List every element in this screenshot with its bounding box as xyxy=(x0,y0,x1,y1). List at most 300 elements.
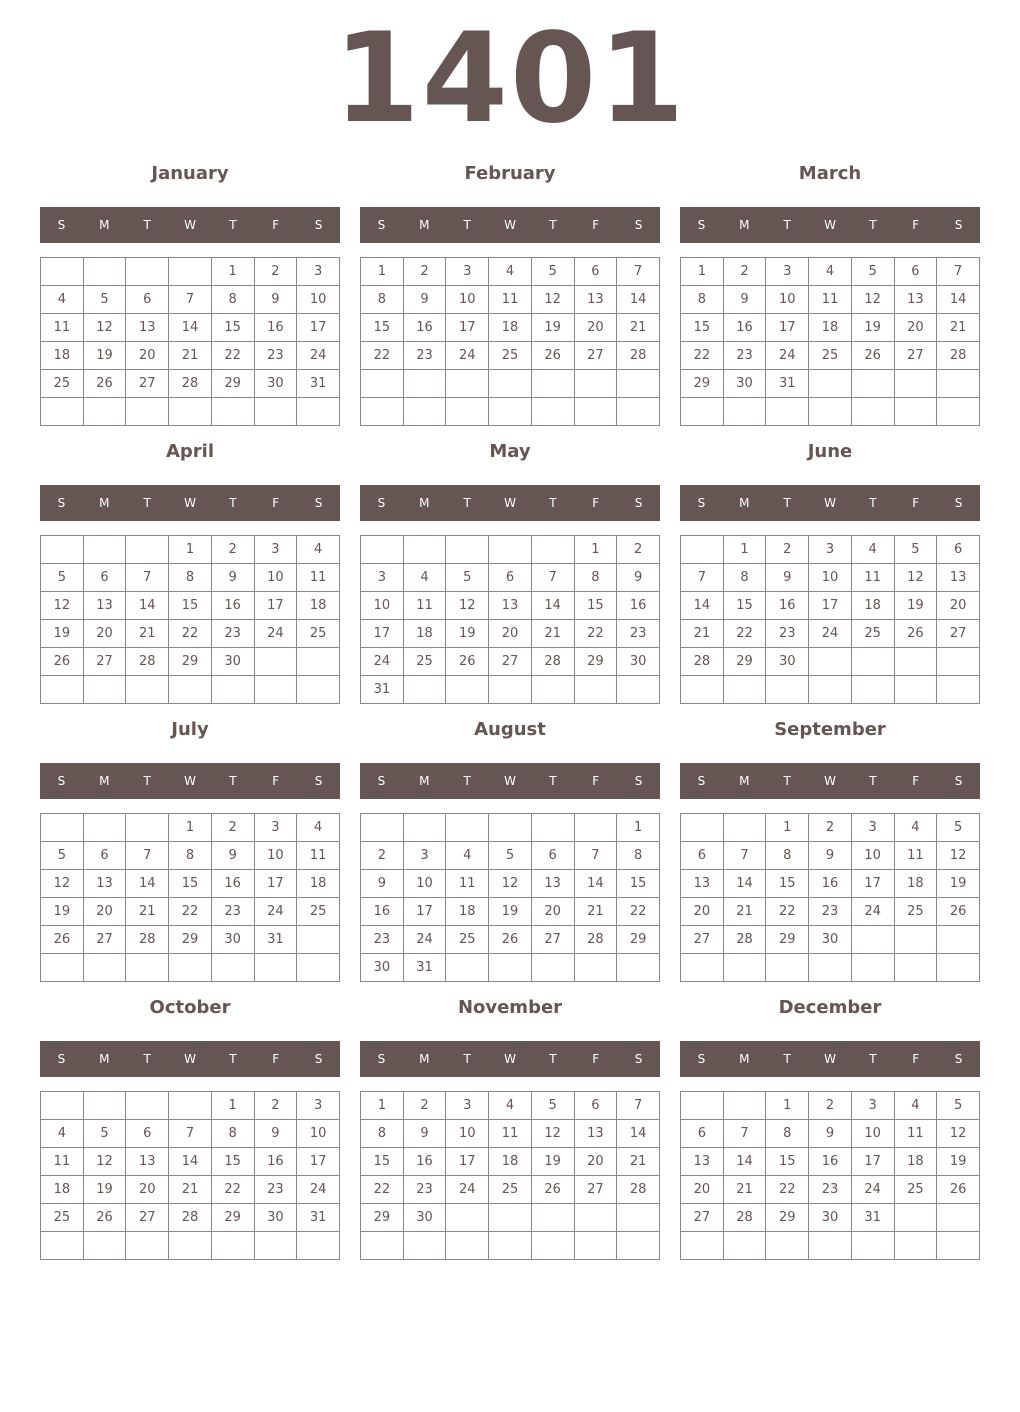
day-cell: 25 xyxy=(894,1176,937,1204)
day-cell: 8 xyxy=(211,1120,254,1148)
weekday-label: F xyxy=(912,774,920,788)
day-cell xyxy=(766,954,809,982)
weekday-label: T xyxy=(143,496,151,510)
day-cell: 3 xyxy=(361,564,404,592)
day-cell xyxy=(851,676,894,704)
weekday-label: S xyxy=(57,496,66,510)
day-cell xyxy=(894,370,937,398)
weekday-label: M xyxy=(99,774,110,788)
day-cell: 30 xyxy=(211,648,254,676)
day-cell: 6 xyxy=(574,1092,617,1120)
day-cell: 10 xyxy=(297,1120,340,1148)
day-cell: 23 xyxy=(617,620,660,648)
day-cell: 12 xyxy=(489,870,532,898)
month-name: October xyxy=(149,997,231,1018)
weekday-label: W xyxy=(184,218,196,232)
day-cell: 1 xyxy=(211,258,254,286)
weekday-label: S xyxy=(634,496,643,510)
week-row xyxy=(681,370,980,398)
day-cell xyxy=(211,1232,254,1260)
day-cell: 27 xyxy=(83,648,126,676)
week-row xyxy=(681,1232,980,1260)
day-cell: 7 xyxy=(681,564,724,592)
day-cell xyxy=(617,676,660,704)
week-row xyxy=(41,954,340,982)
day-cell: 3 xyxy=(297,1092,340,1120)
day-cell: 19 xyxy=(41,620,84,648)
day-cell xyxy=(83,398,126,426)
day-cell: 2 xyxy=(403,258,446,286)
week-row xyxy=(681,676,980,704)
week-row xyxy=(681,648,980,676)
day-cell: 18 xyxy=(489,314,532,342)
weekday-header xyxy=(360,207,660,243)
day-cell: 16 xyxy=(254,1148,297,1176)
day-cell: 10 xyxy=(254,842,297,870)
day-cell: 24 xyxy=(254,620,297,648)
day-cell xyxy=(617,1232,660,1260)
month-name: December xyxy=(778,997,882,1018)
day-cell: 14 xyxy=(126,870,169,898)
day-grid xyxy=(360,1091,660,1260)
day-cell: 24 xyxy=(851,898,894,926)
day-cell: 27 xyxy=(574,342,617,370)
day-cell: 1 xyxy=(361,1092,404,1120)
week-row xyxy=(681,814,980,842)
week-row xyxy=(681,870,980,898)
day-cell xyxy=(83,676,126,704)
day-cell: 2 xyxy=(361,842,404,870)
day-cell: 22 xyxy=(723,620,766,648)
day-cell: 14 xyxy=(937,286,980,314)
day-cell: 21 xyxy=(937,314,980,342)
weekday-label: W xyxy=(824,1052,836,1066)
day-cell: 1 xyxy=(361,258,404,286)
day-cell: 29 xyxy=(169,926,212,954)
day-cell: 26 xyxy=(937,898,980,926)
weekday-label: S xyxy=(697,218,706,232)
day-cell: 22 xyxy=(211,342,254,370)
day-cell: 21 xyxy=(574,898,617,926)
week-row xyxy=(361,1204,660,1232)
day-cell: 16 xyxy=(809,1148,852,1176)
day-cell: 27 xyxy=(126,370,169,398)
day-cell xyxy=(574,954,617,982)
day-cell: 13 xyxy=(937,564,980,592)
day-cell: 7 xyxy=(126,564,169,592)
day-cell xyxy=(83,814,126,842)
day-cell: 22 xyxy=(169,898,212,926)
day-cell: 25 xyxy=(41,1204,84,1232)
day-cell xyxy=(894,1204,937,1232)
week-row xyxy=(41,814,340,842)
day-cell: 22 xyxy=(766,1176,809,1204)
day-cell: 12 xyxy=(83,314,126,342)
day-cell: 27 xyxy=(574,1176,617,1204)
day-cell: 28 xyxy=(169,370,212,398)
day-cell: 8 xyxy=(211,286,254,314)
day-cell: 15 xyxy=(681,314,724,342)
weekday-label: F xyxy=(272,218,280,232)
day-cell: 28 xyxy=(126,648,169,676)
day-cell: 17 xyxy=(851,1148,894,1176)
weekday-label: S xyxy=(954,1052,963,1066)
day-cell: 13 xyxy=(531,870,574,898)
day-cell: 25 xyxy=(894,898,937,926)
day-cell: 17 xyxy=(254,870,297,898)
week-row xyxy=(361,1092,660,1120)
day-cell: 18 xyxy=(41,342,84,370)
weekday-label: F xyxy=(592,774,600,788)
day-cell: 1 xyxy=(169,536,212,564)
day-cell: 2 xyxy=(617,536,660,564)
day-cell: 10 xyxy=(766,286,809,314)
weekday-label: T xyxy=(783,1052,791,1066)
week-row xyxy=(361,286,660,314)
day-cell: 2 xyxy=(254,258,297,286)
day-cell: 5 xyxy=(446,564,489,592)
day-cell: 26 xyxy=(446,648,489,676)
day-cell: 8 xyxy=(766,1120,809,1148)
weekday-label: M xyxy=(419,218,430,232)
day-cell: 14 xyxy=(681,592,724,620)
day-cell: 24 xyxy=(851,1176,894,1204)
day-cell xyxy=(723,1232,766,1260)
day-cell xyxy=(681,814,724,842)
day-cell: 17 xyxy=(297,314,340,342)
weekday-label: M xyxy=(99,1052,110,1066)
day-cell xyxy=(169,954,212,982)
day-cell xyxy=(211,676,254,704)
weekday-header xyxy=(40,1041,340,1077)
day-cell xyxy=(446,814,489,842)
weekday-label: M xyxy=(99,218,110,232)
day-cell: 27 xyxy=(681,926,724,954)
day-cell xyxy=(41,1092,84,1120)
day-cell: 28 xyxy=(681,648,724,676)
day-cell: 18 xyxy=(894,1148,937,1176)
day-cell: 29 xyxy=(766,1204,809,1232)
day-cell: 10 xyxy=(446,1120,489,1148)
day-cell: 1 xyxy=(723,536,766,564)
week-row xyxy=(361,620,660,648)
day-cell xyxy=(361,398,404,426)
week-row xyxy=(41,1148,340,1176)
day-cell: 16 xyxy=(254,314,297,342)
weekday-label: S xyxy=(697,774,706,788)
day-cell: 30 xyxy=(403,1204,446,1232)
day-cell: 19 xyxy=(937,1148,980,1176)
day-cell: 23 xyxy=(254,1176,297,1204)
day-cell: 29 xyxy=(617,926,660,954)
day-cell: 15 xyxy=(169,592,212,620)
day-cell: 16 xyxy=(617,592,660,620)
weekday-header xyxy=(680,1041,980,1077)
day-cell: 19 xyxy=(531,1148,574,1176)
day-cell: 24 xyxy=(254,898,297,926)
week-row xyxy=(681,1092,980,1120)
day-cell: 5 xyxy=(531,258,574,286)
day-cell: 26 xyxy=(489,926,532,954)
weekday-label: S xyxy=(377,774,386,788)
day-cell: 6 xyxy=(126,1120,169,1148)
day-cell: 14 xyxy=(617,1120,660,1148)
weekday-label: T xyxy=(229,218,237,232)
day-cell: 20 xyxy=(894,314,937,342)
weekday-label: W xyxy=(824,218,836,232)
day-cell: 11 xyxy=(297,842,340,870)
day-cell: 30 xyxy=(809,1204,852,1232)
week-row xyxy=(41,314,340,342)
day-cell: 21 xyxy=(169,1176,212,1204)
weekday-label: S xyxy=(314,496,323,510)
day-cell: 18 xyxy=(297,592,340,620)
day-cell: 3 xyxy=(403,842,446,870)
day-cell xyxy=(531,1204,574,1232)
day-cell: 26 xyxy=(531,1176,574,1204)
day-cell: 27 xyxy=(531,926,574,954)
day-cell: 3 xyxy=(446,1092,489,1120)
day-cell: 6 xyxy=(531,842,574,870)
day-cell xyxy=(254,676,297,704)
weekday-label: F xyxy=(592,218,600,232)
day-cell: 19 xyxy=(531,314,574,342)
day-grid xyxy=(680,257,980,426)
week-row xyxy=(41,1232,340,1260)
day-cell: 12 xyxy=(531,286,574,314)
day-cell: 9 xyxy=(211,842,254,870)
day-cell: 25 xyxy=(489,342,532,370)
weekday-label: T xyxy=(143,218,151,232)
day-cell: 24 xyxy=(403,926,446,954)
day-cell: 15 xyxy=(766,1148,809,1176)
day-cell: 6 xyxy=(83,842,126,870)
day-cell: 4 xyxy=(489,258,532,286)
weekday-label: T xyxy=(463,496,471,510)
weekday-label: S xyxy=(57,1052,66,1066)
day-cell xyxy=(169,1092,212,1120)
day-cell: 21 xyxy=(126,620,169,648)
day-cell: 20 xyxy=(126,342,169,370)
day-cell: 5 xyxy=(937,814,980,842)
day-cell: 15 xyxy=(574,592,617,620)
day-cell xyxy=(574,370,617,398)
weekday-label: W xyxy=(504,1052,516,1066)
day-cell: 15 xyxy=(361,1148,404,1176)
day-cell xyxy=(574,398,617,426)
day-cell: 24 xyxy=(361,648,404,676)
day-cell: 2 xyxy=(211,536,254,564)
week-row xyxy=(41,648,340,676)
day-cell xyxy=(254,648,297,676)
day-cell xyxy=(531,1232,574,1260)
day-cell: 5 xyxy=(41,842,84,870)
weekday-label: W xyxy=(184,1052,196,1066)
day-cell: 20 xyxy=(489,620,532,648)
day-cell: 9 xyxy=(809,1120,852,1148)
weekday-header xyxy=(360,763,660,799)
day-cell xyxy=(211,398,254,426)
week-row xyxy=(681,1176,980,1204)
day-cell: 16 xyxy=(723,314,766,342)
day-cell xyxy=(723,398,766,426)
day-cell: 27 xyxy=(937,620,980,648)
day-cell xyxy=(297,926,340,954)
week-row xyxy=(681,314,980,342)
day-cell: 30 xyxy=(254,1204,297,1232)
day-cell: 18 xyxy=(851,592,894,620)
day-cell xyxy=(937,954,980,982)
day-cell: 24 xyxy=(297,1176,340,1204)
day-cell: 7 xyxy=(169,1120,212,1148)
weekday-label: S xyxy=(634,218,643,232)
week-row xyxy=(681,286,980,314)
day-cell: 21 xyxy=(723,898,766,926)
weekday-label: S xyxy=(954,774,963,788)
day-cell: 17 xyxy=(446,314,489,342)
day-cell: 27 xyxy=(894,342,937,370)
day-cell: 1 xyxy=(617,814,660,842)
weekday-label: F xyxy=(272,774,280,788)
day-cell xyxy=(681,954,724,982)
day-cell xyxy=(489,398,532,426)
month-name: February xyxy=(464,163,556,184)
week-row xyxy=(361,258,660,286)
day-cell: 18 xyxy=(297,870,340,898)
day-cell: 17 xyxy=(297,1148,340,1176)
weekday-label: F xyxy=(912,218,920,232)
day-cell xyxy=(531,676,574,704)
day-cell xyxy=(809,370,852,398)
day-cell: 19 xyxy=(489,898,532,926)
day-cell: 13 xyxy=(126,1148,169,1176)
day-cell: 29 xyxy=(361,1204,404,1232)
day-cell xyxy=(403,398,446,426)
day-cell: 16 xyxy=(809,870,852,898)
day-cell: 9 xyxy=(211,564,254,592)
week-row xyxy=(681,592,980,620)
day-cell: 12 xyxy=(446,592,489,620)
week-row xyxy=(41,342,340,370)
week-row xyxy=(41,258,340,286)
day-cell: 4 xyxy=(41,286,84,314)
day-cell xyxy=(297,954,340,982)
day-cell: 13 xyxy=(574,286,617,314)
weekday-label: T xyxy=(143,774,151,788)
day-cell: 20 xyxy=(574,314,617,342)
day-cell xyxy=(126,954,169,982)
day-cell: 30 xyxy=(361,954,404,982)
day-cell: 23 xyxy=(809,898,852,926)
day-cell: 24 xyxy=(446,1176,489,1204)
weekday-label: S xyxy=(634,1052,643,1066)
day-cell xyxy=(126,1232,169,1260)
day-cell: 28 xyxy=(617,1176,660,1204)
day-cell: 20 xyxy=(574,1148,617,1176)
week-row xyxy=(681,1120,980,1148)
weekday-label: S xyxy=(314,1052,323,1066)
weekday-label: T xyxy=(869,1052,877,1066)
day-cell xyxy=(894,926,937,954)
day-cell: 4 xyxy=(446,842,489,870)
day-cell: 28 xyxy=(169,1204,212,1232)
day-cell: 7 xyxy=(126,842,169,870)
day-cell: 12 xyxy=(851,286,894,314)
day-cell: 23 xyxy=(211,620,254,648)
day-cell xyxy=(361,1232,404,1260)
day-cell: 17 xyxy=(254,592,297,620)
weekday-header xyxy=(40,485,340,521)
day-cell: 1 xyxy=(211,1092,254,1120)
day-cell: 19 xyxy=(83,1176,126,1204)
day-cell: 30 xyxy=(211,926,254,954)
week-row xyxy=(681,258,980,286)
day-cell xyxy=(361,370,404,398)
day-cell: 20 xyxy=(83,620,126,648)
day-cell: 3 xyxy=(297,258,340,286)
day-cell xyxy=(83,258,126,286)
day-cell xyxy=(809,648,852,676)
week-row xyxy=(361,592,660,620)
day-cell: 8 xyxy=(361,286,404,314)
weekday-label: M xyxy=(419,1052,430,1066)
week-row xyxy=(361,898,660,926)
day-cell: 2 xyxy=(211,814,254,842)
day-cell xyxy=(297,648,340,676)
day-cell xyxy=(531,370,574,398)
day-cell: 31 xyxy=(851,1204,894,1232)
day-cell: 23 xyxy=(809,1176,852,1204)
day-cell: 20 xyxy=(83,898,126,926)
weekday-label: M xyxy=(739,774,750,788)
day-cell: 4 xyxy=(851,536,894,564)
day-cell: 25 xyxy=(489,1176,532,1204)
week-row xyxy=(361,1120,660,1148)
day-cell xyxy=(723,1092,766,1120)
week-row xyxy=(41,870,340,898)
day-cell: 10 xyxy=(254,564,297,592)
day-cell: 14 xyxy=(126,592,169,620)
day-cell: 29 xyxy=(169,648,212,676)
day-cell: 7 xyxy=(169,286,212,314)
week-row xyxy=(681,398,980,426)
day-cell: 21 xyxy=(126,898,169,926)
weekday-label: T xyxy=(549,218,557,232)
day-cell: 7 xyxy=(937,258,980,286)
day-cell: 28 xyxy=(723,926,766,954)
day-cell: 27 xyxy=(681,1204,724,1232)
day-cell: 24 xyxy=(766,342,809,370)
day-cell: 4 xyxy=(894,1092,937,1120)
day-cell: 9 xyxy=(403,1120,446,1148)
day-cell: 25 xyxy=(41,370,84,398)
day-cell: 9 xyxy=(254,286,297,314)
week-row xyxy=(361,1232,660,1260)
week-row xyxy=(681,342,980,370)
day-cell xyxy=(41,1232,84,1260)
day-cell xyxy=(617,398,660,426)
day-cell: 18 xyxy=(809,314,852,342)
day-cell: 6 xyxy=(681,1120,724,1148)
day-cell xyxy=(403,370,446,398)
day-cell xyxy=(403,1232,446,1260)
day-cell: 13 xyxy=(83,870,126,898)
day-cell: 11 xyxy=(894,842,937,870)
weekday-label: T xyxy=(549,496,557,510)
day-cell xyxy=(489,536,532,564)
day-cell: 16 xyxy=(766,592,809,620)
day-cell: 6 xyxy=(126,286,169,314)
